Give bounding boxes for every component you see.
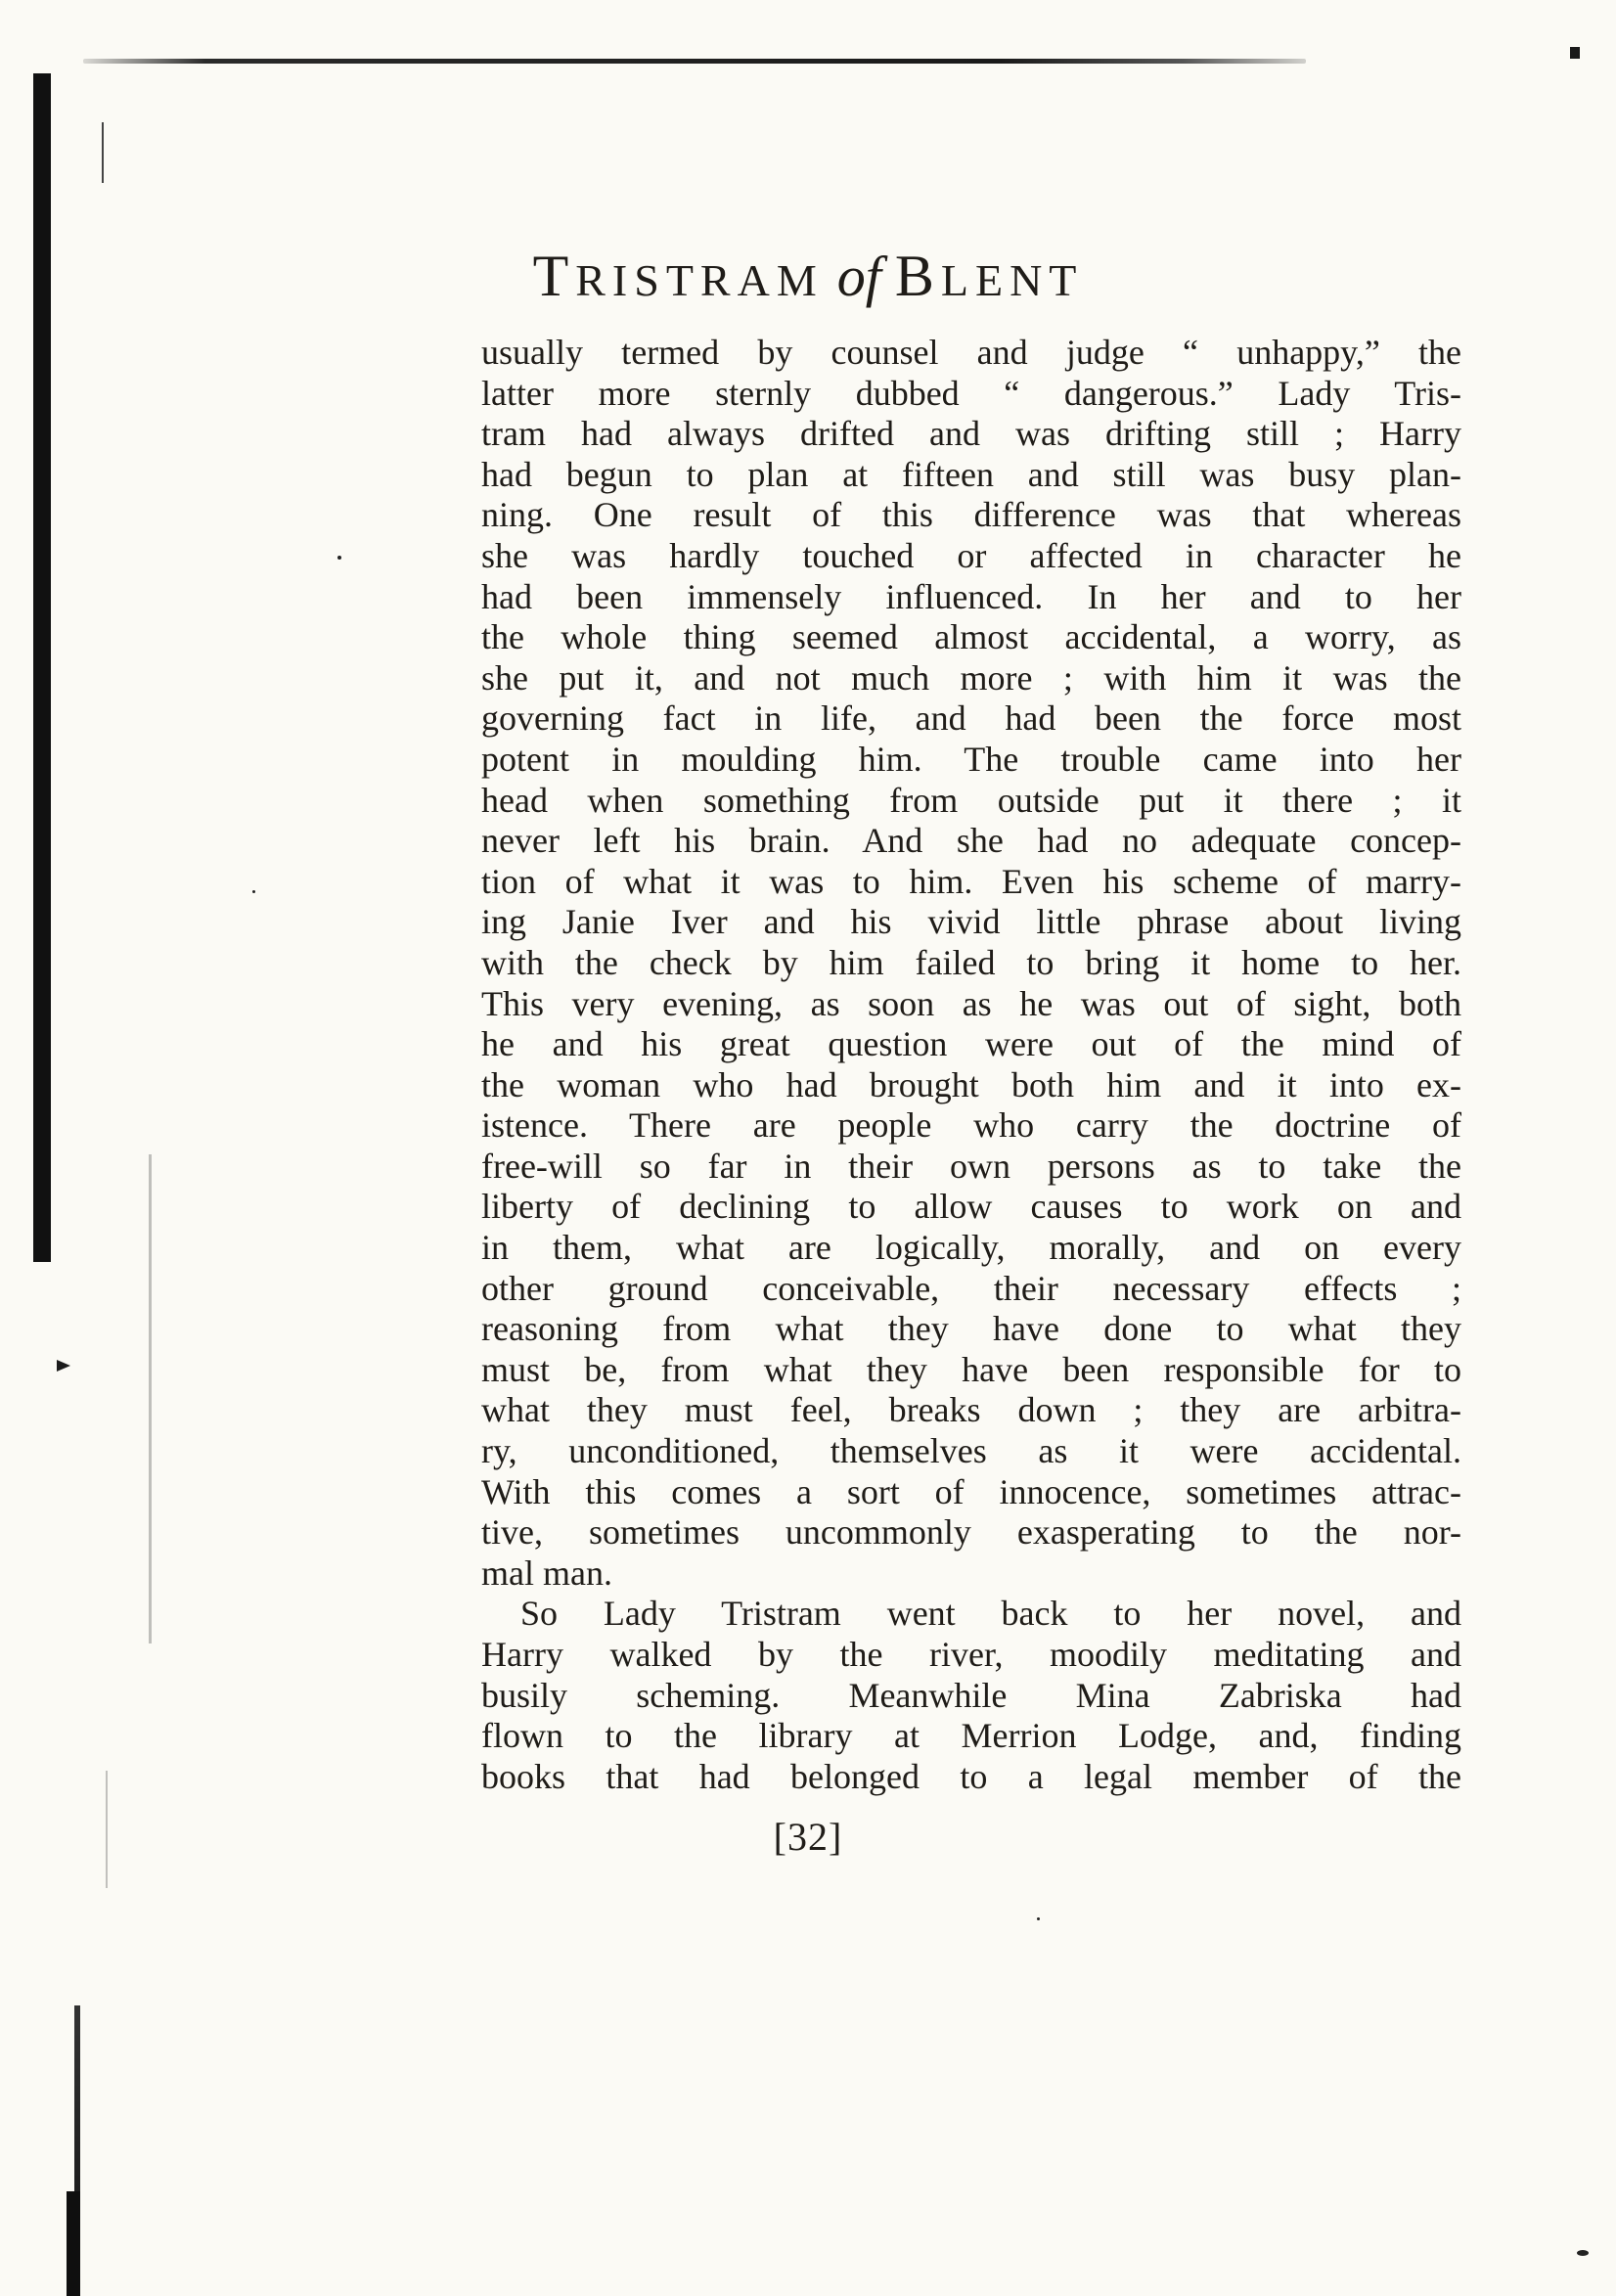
text-line: she was hardly touched or affected in character he xyxy=(481,535,1461,575)
text-line: free-will so far in their own persons as to take the xyxy=(481,1146,1461,1186)
text-line: This very evening, as soon as he was out of sight, both xyxy=(481,983,1461,1023)
text-line: ing Janie Iver and his vivid little phrase about living xyxy=(481,902,1461,942)
text-line: never left his brain. And she had no adequate concep- xyxy=(481,821,1461,861)
text-line: latter more sternly dubbed “ dangerous.” Lady Tris- xyxy=(481,373,1461,413)
text-line: books that had belonged to a legal member of the xyxy=(481,1756,1461,1796)
text-line: potent in moulding him. The trouble came into her xyxy=(481,739,1461,779)
scan-left-bottom-shadow xyxy=(67,2191,80,2296)
text-line: istence. There are people who carry the doctrine of xyxy=(481,1105,1461,1146)
text-line: she put it, and not much more ; with him it was the xyxy=(481,657,1461,698)
text-line: ning. One result of this difference was that whereas xyxy=(481,495,1461,535)
scan-faint-edge xyxy=(149,1154,152,1643)
body-text xyxy=(481,333,1461,1797)
header-initial-t: T xyxy=(532,244,576,308)
text-line: had begun to plan at fifteen and still was busy plan- xyxy=(481,454,1461,494)
running-header xyxy=(0,243,1616,310)
text-line: reasoning from what they have done to what they xyxy=(481,1309,1461,1349)
header-connector-of: of xyxy=(836,245,881,308)
paragraph-end-line: mal man. xyxy=(481,1553,612,1593)
text-line: tive, sometimes uncommonly exasperating to the nor- xyxy=(481,1512,1461,1553)
text-line: flown to the library at Merrion Lodge, and, finding xyxy=(481,1716,1461,1756)
text-line: the woman who had brought both him and it into ex- xyxy=(481,1064,1461,1104)
header-initial-b: B xyxy=(894,244,941,308)
scan-corner-mark xyxy=(1570,47,1580,59)
text-line: must be, from what they have been responsible for to xyxy=(481,1349,1461,1389)
text-line: ry, unconditioned, themselves as it were accidental. xyxy=(481,1431,1461,1471)
scan-speck xyxy=(252,890,255,893)
text-line: governing fact in life, and had been the force most xyxy=(481,698,1461,739)
text-line: busily scheming. Meanwhile Mina Zabriska had xyxy=(481,1675,1461,1715)
scan-speck xyxy=(337,556,341,560)
header-word-blent: LENT xyxy=(940,255,1084,305)
text-line: tion of what it was to him. Even his scheme of marry- xyxy=(481,861,1461,901)
text-line: with the check by him failed to bring it home to her. xyxy=(481,942,1461,982)
text-line: Harry walked by the river, moodily meditating and xyxy=(481,1635,1461,1674)
text-line: head when something from outside put it there ; it xyxy=(481,780,1461,820)
text-line: had been immensely influenced. In her and to her xyxy=(481,576,1461,616)
scan-speck xyxy=(1037,1917,1040,1920)
text-line: in them, what are logically, morally, and on every xyxy=(481,1228,1461,1268)
text-line: With this comes a sort of innocence, sometimes attrac- xyxy=(481,1471,1461,1511)
text-line: tram had always drifted and was drifting still ; Harry xyxy=(481,414,1461,454)
text-line: usually termed by counsel and judge “ unhappy,” the xyxy=(481,333,1461,372)
text-line: liberty of declining to allow causes to work on and xyxy=(481,1187,1461,1227)
text-line: he and his great question were out of the mind of xyxy=(481,1024,1461,1064)
text-line: other ground conceivable, their necessary effects ; xyxy=(481,1268,1461,1308)
scan-tick-mark xyxy=(102,122,104,183)
text-line: what they must feel, breaks down ; they are arbitra- xyxy=(481,1390,1461,1430)
text-line: the whole thing seemed almost accidental, a worry, as xyxy=(481,617,1461,657)
header-word-tristram: RISTRAM xyxy=(575,255,824,305)
paragraph-start-line: So Lady Tristram went back to her novel, and xyxy=(520,1594,1461,1634)
scan-top-rule xyxy=(83,59,1306,64)
scan-speck xyxy=(1577,2250,1589,2256)
page-number: [32] xyxy=(773,1815,843,1859)
scan-arrow-mark xyxy=(57,1360,70,1372)
